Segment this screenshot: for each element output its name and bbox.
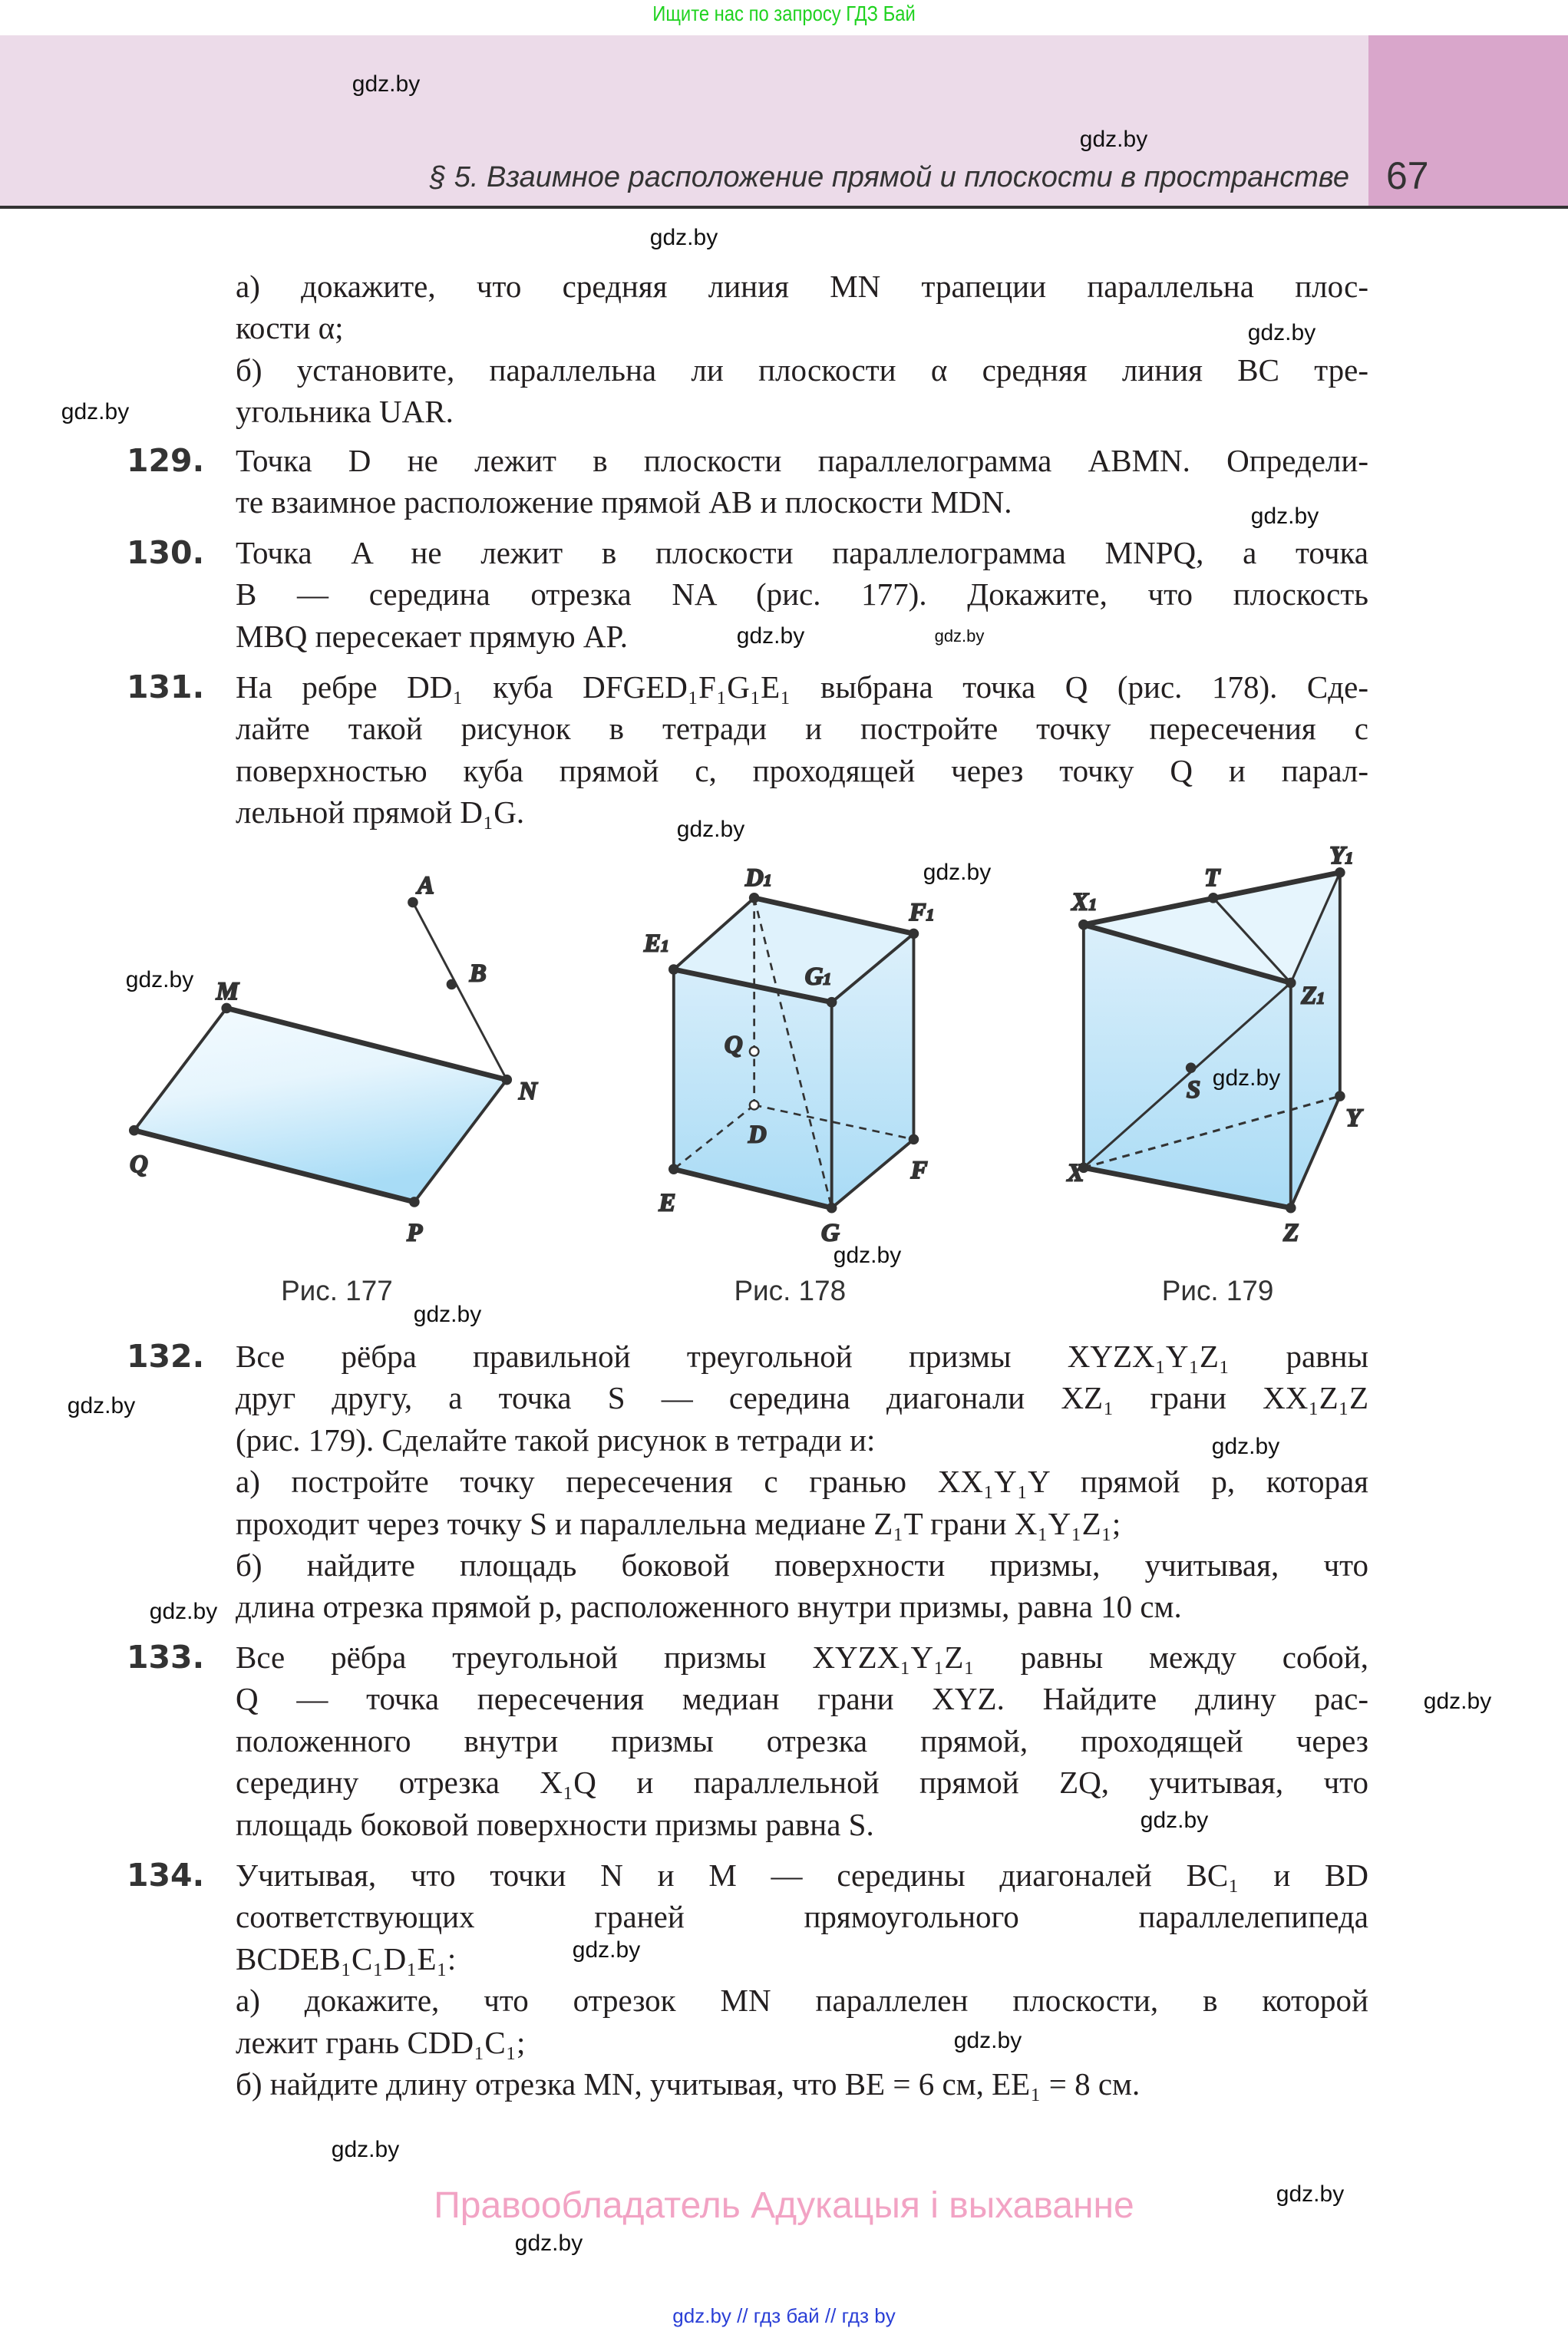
problem-text-line: соответствующих граней прямоугольного параллелепипеда <box>236 1899 1368 1935</box>
problem-number: 129. <box>127 442 205 479</box>
watermark: gdz.by <box>953 2028 1022 2053</box>
label-t: T <box>1204 864 1220 893</box>
header-divider <box>0 206 1568 209</box>
watermark: gdz.by <box>1140 1808 1209 1833</box>
watermark: gdz.by <box>1247 320 1316 345</box>
watermark: gdz.by <box>649 225 718 250</box>
copyright-owner: Правообладатель Адукацыя і выхаванне <box>434 2185 1134 2226</box>
problem-text-line: Точка D не лежит в плоскости параллелограмма ABMN. Определи- <box>236 443 1368 478</box>
label-x1: X1 <box>1071 888 1098 916</box>
problem <box>127 666 1368 834</box>
problem-text-line: Учитывая, что точки N и M — середины диагоналей BC₁ и BD <box>236 1858 1368 1893</box>
label-y: Y <box>1345 1104 1362 1132</box>
label-z1: Z1 <box>1301 982 1325 1010</box>
problem <box>127 1854 1368 2105</box>
line-an <box>413 903 507 1080</box>
problem <box>236 266 1368 433</box>
figure-178 <box>643 864 934 1306</box>
watermark: gdz.by <box>736 623 805 649</box>
problem-text-line: те взаимное расположение прямой AB и плоскости MDN. <box>236 484 1012 520</box>
problem-text-line: лежит грань CDD₁C₁; <box>236 2024 526 2060</box>
watermark: gdz.by <box>1250 504 1319 529</box>
parallelogram-mnpq <box>134 1008 507 1201</box>
label-e: E <box>659 1189 676 1217</box>
label-f1: F1 <box>909 898 935 926</box>
problem-text-line: лайте такой рисунок в тетради и постройте точку пересечения с <box>236 711 1368 747</box>
label-f: F <box>910 1156 928 1184</box>
watermark: gdz.by <box>833 1243 902 1268</box>
watermark: gdz.by <box>67 1393 136 1418</box>
problem <box>127 440 1368 523</box>
watermark: gdz.by <box>923 860 992 885</box>
problem-number: 131. <box>127 669 205 705</box>
page-number: 67 <box>1386 154 1429 197</box>
watermark: gdz.by <box>331 2137 400 2162</box>
problem-text-line: середину отрезка X₁Q и параллельной прямой ZQ, учитывая, что <box>236 1765 1368 1801</box>
problem-text-line: лельной прямой D₁G. <box>236 794 525 831</box>
problem-text-line: (рис. 179). Сделайте такой рисунок в тетради и: <box>236 1422 876 1458</box>
label-g1: G1 <box>804 963 832 991</box>
label-p: P <box>407 1219 423 1247</box>
label-n: N <box>518 1077 537 1105</box>
label-a: A <box>417 871 434 900</box>
problem-text-line: а) докажите, что отрезок MN параллелен плоскости, в которой <box>236 1983 1368 2019</box>
watermark: gdz.by <box>1423 1689 1492 1714</box>
problem-text-line: положенного внутри призмы отрезка прямой, проходящей через <box>236 1722 1368 1758</box>
label-d: D <box>748 1121 767 1149</box>
problem-text-line: б) найдите длину отрезка MN, учитывая, что BE = 6 см, EE₁ = 8 см. <box>236 2066 1141 2102</box>
label-z: Z <box>1283 1219 1299 1247</box>
label-d1: D1 <box>745 864 772 893</box>
watermark: gdz.by <box>1079 127 1148 152</box>
problem-text-line: Q — точка пересечения медиан грани XYZ. Найдите длину рас- <box>236 1681 1368 1717</box>
watermark: gdz.by <box>352 71 421 97</box>
label-x: X <box>1067 1159 1084 1187</box>
caption-177: Рис. 177 <box>281 1275 393 1307</box>
label-q: Q <box>724 1031 743 1059</box>
problem-number: 133. <box>127 1639 205 1676</box>
problem-text-line: BCDEB₁C₁D₁E₁: <box>236 1940 457 1976</box>
watermark: gdz.by <box>413 1302 482 1327</box>
problem-text-line: поверхностью куба прямой c, проходящей через точку Q и парал- <box>236 752 1368 788</box>
watermark: gdz.by <box>1211 1434 1280 1459</box>
problem-text-line: площадь боковой поверхности призмы равна S. <box>236 1806 874 1842</box>
problem-number: 130. <box>127 534 205 571</box>
problem-text-line: На ребре DD₁ куба DFGED₁F₁G₁E₁ выбрана точка Q (рис. 178). Сде- <box>236 669 1368 705</box>
problem-text-line: B — середина отрезка NA (рис. 177). Докажите, что плоскость <box>236 576 1368 613</box>
problem-text-line: длина отрезка прямой p, расположенного внутри призмы, равна 10 см. <box>236 1589 1182 1625</box>
label-b: B <box>469 959 487 988</box>
label-q: Q <box>129 1151 148 1179</box>
footer-links[interactable]: gdz.by // гдз бай // гдз by <box>672 2304 896 2327</box>
watermark: gdz.by <box>125 967 194 992</box>
label-e1: E1 <box>643 930 669 958</box>
problem-text-line: б) установите, параллельна ли плоскости α средняя линия BC тре- <box>236 352 1368 388</box>
search-banner: Ищите нас по запросу ГДЗ Бай <box>652 2 916 25</box>
label-g: G <box>821 1219 840 1247</box>
problem-text-line: б) найдите площадь боковой поверхности призмы, учитывая, что <box>236 1547 1368 1583</box>
problem-number: 132. <box>127 1338 205 1375</box>
caption-179: Рис. 179 <box>1161 1275 1274 1307</box>
problem-text-line: друг другу, а точка S — середина диагонали XZ₁ грани XX₁Z₁Z <box>236 1380 1368 1416</box>
problem-text-line: Точка A не лежит в плоскости параллелограмма MNPQ, а точка <box>236 535 1368 570</box>
watermark: gdz.by <box>934 626 985 646</box>
label-s: S <box>1186 1076 1201 1104</box>
watermark: gdz.by <box>61 399 130 424</box>
watermark: gdz.by <box>676 817 745 842</box>
label-y1: Y1 <box>1329 842 1354 870</box>
watermark: gdz.by <box>149 1599 218 1624</box>
problem-number: 134. <box>127 1857 205 1894</box>
watermark: gdz.by <box>514 2231 583 2256</box>
problem-text-line: а) докажите, что средняя линия MN трапеции параллельна плос- <box>236 269 1368 304</box>
problem-text-line: Все рёбра правильной треугольной призмы XYZX₁Y₁Z₁ равны <box>236 1339 1368 1374</box>
watermark: gdz.by <box>1212 1065 1281 1091</box>
problem-text-line: а) постройте точку пересечения с гранью XX₁Y₁Y прямой p, которая <box>236 1464 1368 1500</box>
figure-177 <box>130 872 538 1306</box>
problem-text-line: кости α; <box>236 310 344 346</box>
problem-text-line: MBQ пересекает прямую AP. <box>236 618 629 654</box>
problem-text-line: угольника UAR. <box>236 394 454 430</box>
label-m: M <box>216 977 239 1006</box>
watermark: gdz.by <box>572 1937 641 1963</box>
section-title: § 5. Взаимное расположение прямой и плоскости в пространстве <box>430 161 1349 193</box>
problem-text-line: проходит через точку S и параллельна медиане Z₁T грани X₁Y₁Z₁; <box>236 1505 1121 1541</box>
figures <box>0 829 1568 1366</box>
problem-text-line: Все рёбра треугольной призмы XYZX₁Y₁Z₁ равны между собой, <box>236 1640 1368 1675</box>
caption-178: Рис. 178 <box>734 1275 847 1307</box>
watermark: gdz.by <box>1276 2181 1345 2207</box>
